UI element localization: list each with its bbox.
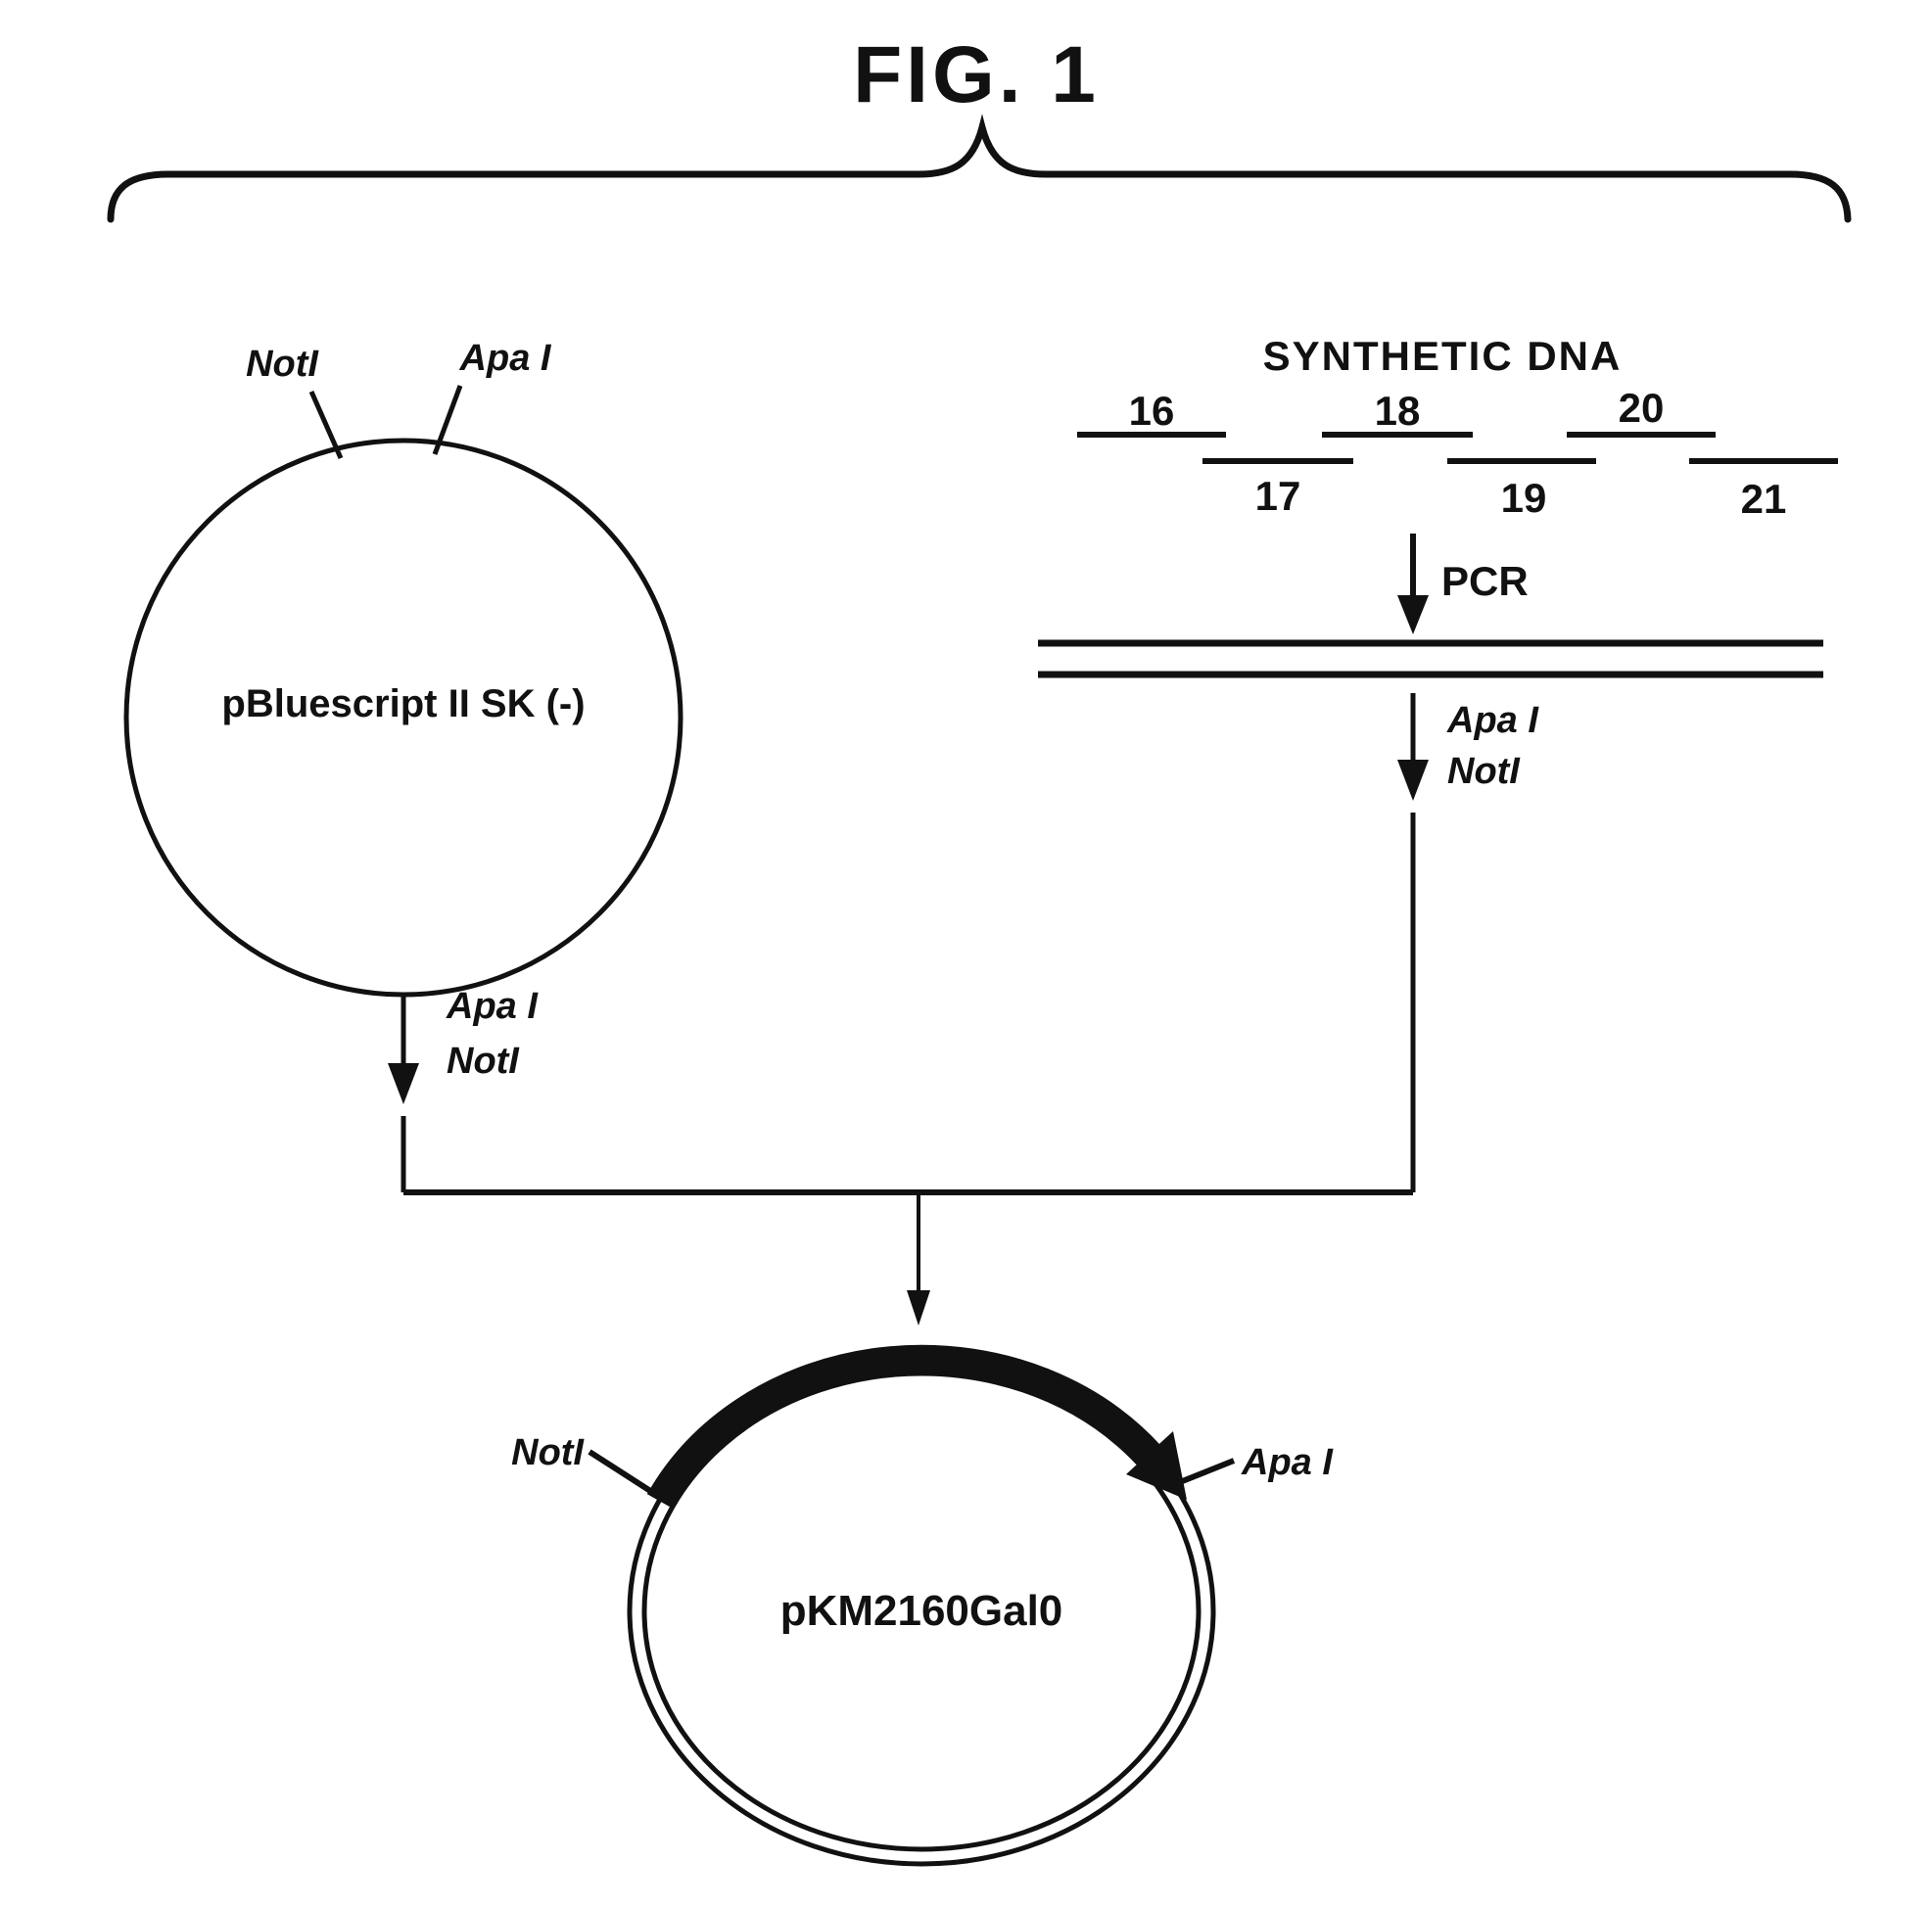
left-digest-noti-label: NotI [447, 1041, 519, 1082]
pcr-arrowhead [1397, 595, 1429, 634]
merge-arrowhead [907, 1290, 930, 1326]
oligo-label-18: 18 [1374, 388, 1421, 434]
right-digest-arrowhead [1397, 760, 1429, 801]
pcr-label: PCR [1441, 558, 1529, 604]
oligo-label-16: 16 [1128, 388, 1175, 434]
top-brace [111, 127, 1848, 219]
product-noti-label: NotI [511, 1432, 584, 1473]
right-digest-apai-label: Apa I [1447, 700, 1538, 741]
left-plasmid-noti-label: NotI [246, 344, 318, 385]
left-digest-apai-label: Apa I [447, 986, 538, 1027]
product-noti-leader [589, 1452, 658, 1496]
product-plasmid-name: pKM2160Gal0 [779, 1587, 1063, 1635]
oligo-label-21: 21 [1740, 476, 1787, 522]
left-digest-arrowhead [388, 1063, 419, 1104]
right-digest-noti-label: NotI [1447, 751, 1520, 792]
left-plasmid-noti-tick [311, 392, 341, 458]
oligo-label-19: 19 [1500, 475, 1547, 521]
left-plasmid-apai-label: Apa I [459, 338, 551, 379]
left-plasmid-name: pBluescript II SK (-) [221, 682, 586, 725]
synthetic-dna-title: SYNTHETIC DNA [1262, 333, 1623, 379]
product-apai-label: Apa I [1242, 1442, 1333, 1483]
oligo-label-20: 20 [1618, 385, 1665, 431]
figure-title: FIG. 1 [853, 30, 1100, 119]
oligo-label-17: 17 [1254, 473, 1301, 519]
insert-arc [659, 1359, 1152, 1501]
